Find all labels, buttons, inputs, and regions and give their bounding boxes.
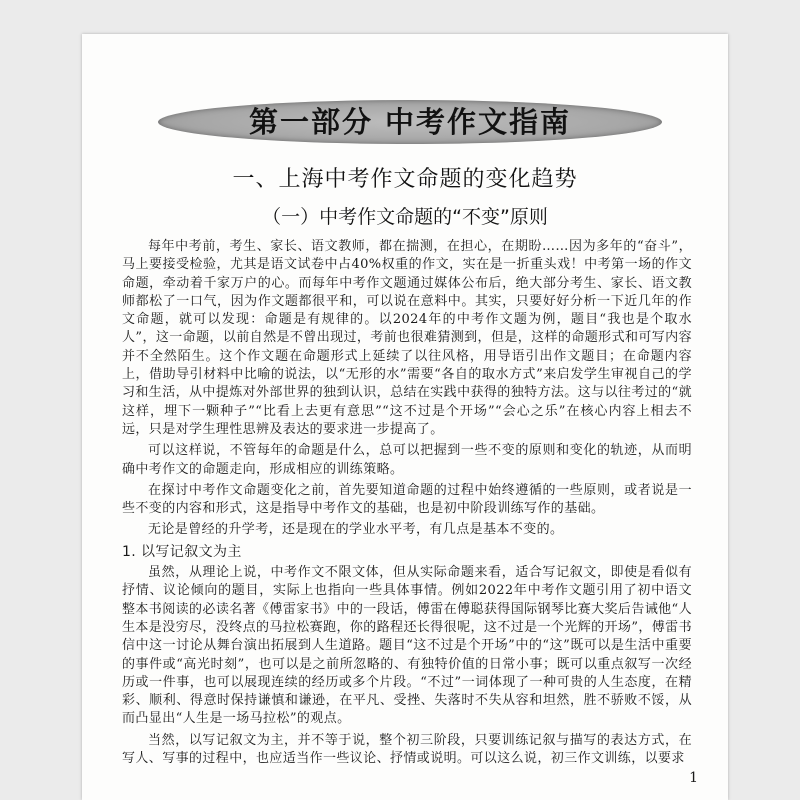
part-title: 第一部分 中考作文指南 — [248, 105, 572, 139]
paragraph: 当然，以写记叙文为主，并不等于说，整个初三阶段，只要训练记叙与描写的表达方式，在写人、写事的过程中，也应适当作一些议论、抒情或说明。可以这么说，初三作文训练，以要求 — [122, 732, 692, 767]
body-text — [122, 238, 692, 771]
point-heading: 1. 以写记叙文为主 — [122, 543, 242, 560]
paragraph: 可以这样说，不管每年的命题是什么，总可以把握到一些不变的原则和变化的轨迹，从而明确中考作文的命题走向，形成相应的训练策略。 — [122, 443, 692, 477]
paragraph: 每年中考前，考生、家长、语文教师，都在揣测，在担心，在期盼……因为多年的“奋斗”，马上要接受检验，尤其是语文试卷中占40%权重的作文，实在是一折重头戏！中考第一场的作文命题，牵动着千家万户的心。而每年中考作文题通过媒体公布后，绝大部分考生、家长、语文教师都松了一口气，因为作文题都很平和，可以说在意料中。其实，只要好好分析一下近几年的作文命题，就可以发现：命题是有规律的。以2024年的中考作文题为例，题目“我也是个取水人”，这一命题，以前自然是不曾出现过，考前也很难猜测到，但是，这样的命题形式和可写内容并不全然陌生。这个作文题在命题形式上延续了以往风格，用导语引出作文题目；在命题内容上，借助导引材料中比喻的说法，以“无形的水”需要“各自的取水方式”来启发学生审视自己的学习和生活，从中提炼对外部世界的独到认识，总结在实践中获得的独特方法。这与以往考过的“就这样，埋下一颗种子”“比看上去更有意思”“这不过是个开场”“会心之乐”在核心内容上相去不远，只是对学生理性思辨及表达的要求进一步提高了。 — [122, 239, 692, 437]
paragraph: 无论是曾经的升学考，还是现在的学业水平考，有几点是基本不变的。 — [148, 522, 564, 538]
subsection-title: （一）中考作文命题的“不变”原则 — [262, 206, 548, 228]
page-number: 1 — [689, 770, 698, 786]
book-page — [82, 34, 728, 800]
paragraph: 虽然，从理论上说，中考作文不限文体，但从实际命题来看，适合写记叙文，即使是看似有抒情、议论倾向的题目，实际上也指向一些具体事情。例如2022年中考作文题引用了初中语文整本书阅读的必读名著《傅雷家书》中的一段话，傅雷在傅聪获得国际钢琴比赛大奖后告诫他“人生本是没穷尽，没终点的马拉松赛跑，你的路程还长得很呢，这不过是一个光辉的开场”，傅雷书信中这一讨论从舞台演出拓展到人生道路。题目“这不过是个开场”中的“这”既可以是生活中重要的事件或“高光时刻”，也可以是之前所忽略的、有独特价值的日常小事；既可以重点叙写一次经历或一件事，也可以展现连续的经历或多个片段。“不过”一词体现了一种可贵的人生态度，在精彩、顺利、得意时保持谦慎和谦逊，在平凡、受挫、失落时不失从容和坦然，胜不骄败不馁，从而凸显出“人生是一场马拉松”的观点。 — [122, 565, 692, 727]
section-title: 一、上海中考作文命题的变化趋势 — [232, 167, 578, 192]
paragraph: 在探讨中考作文命题变化之前，首先要知道命题的过程中始终遵循的一些原则，或者说是一些不变的内容和形式，这是指导中考作文的基础，也是初中阶段训练写作的基础。 — [122, 482, 692, 517]
